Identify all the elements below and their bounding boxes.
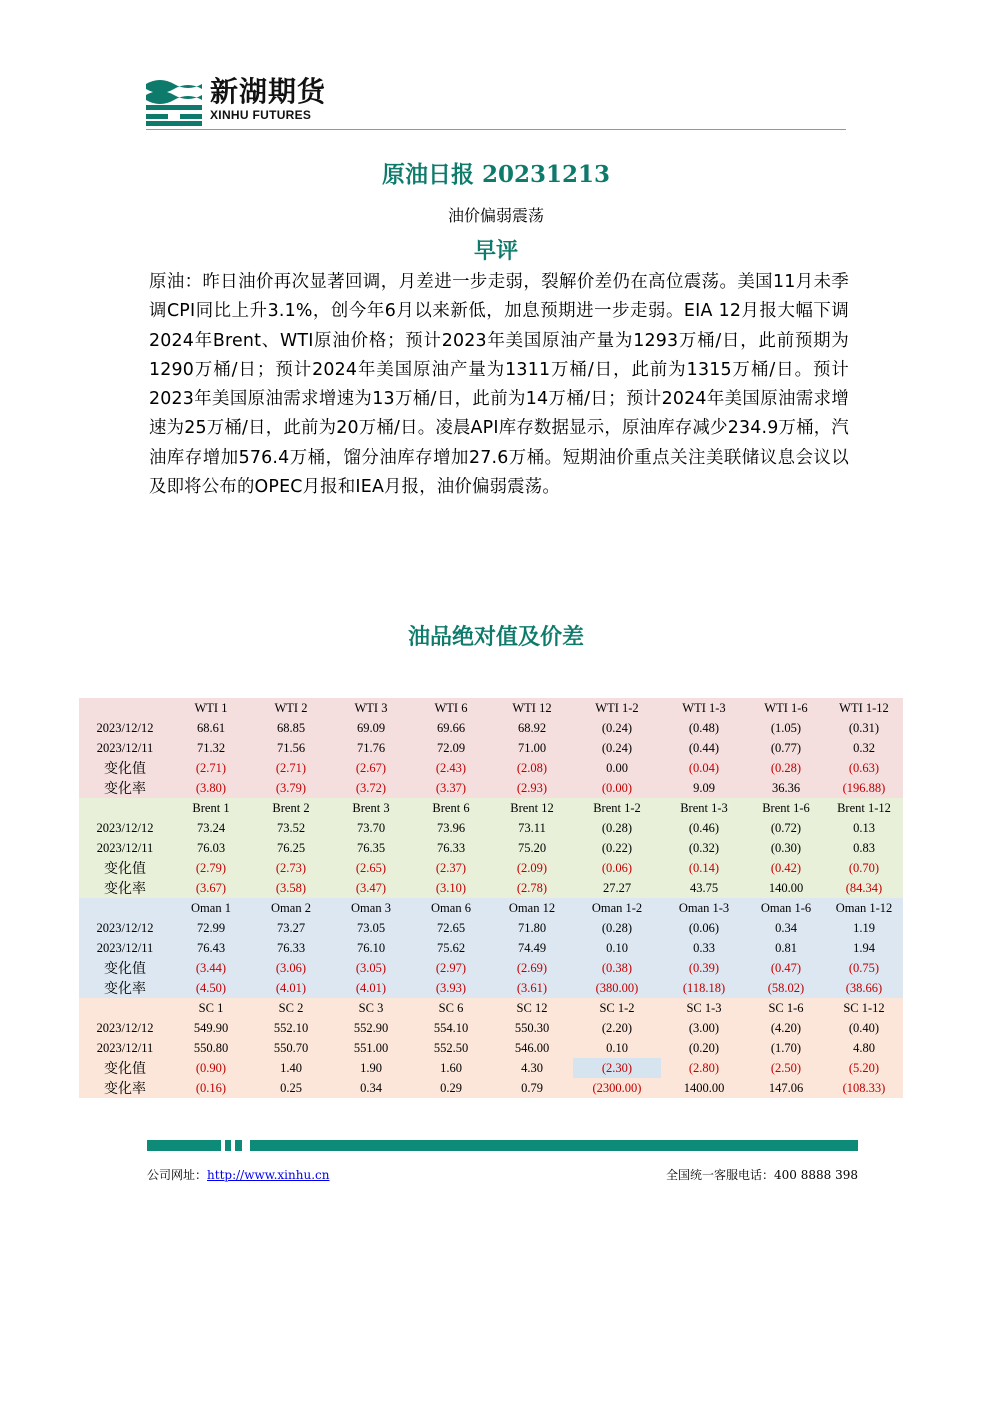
table-cell: (0.47): [747, 958, 825, 978]
table-row: [79, 758, 903, 778]
page-header: [146, 70, 846, 130]
row-label: 变化率: [79, 878, 171, 898]
table-cell: (0.14): [661, 858, 747, 878]
column-header: WTI 3: [331, 698, 411, 718]
table-cell: 0.13: [825, 818, 903, 838]
section-heading-table: 油品绝对值及价差: [407, 624, 584, 650]
table-cell: 147.06: [747, 1078, 825, 1098]
section-heading-morning: 早评: [473, 238, 518, 264]
table-cell: (108.33): [825, 1078, 903, 1098]
column-header: Brent 12: [491, 798, 573, 818]
row-label: 变化值: [79, 858, 171, 878]
table-row: [79, 718, 903, 738]
table-row: [79, 1078, 903, 1098]
table-cell: (2.71): [251, 758, 331, 778]
table-cell: (3.06): [251, 958, 331, 978]
table-cell: 73.24: [171, 818, 251, 838]
table-cell: (0.44): [661, 738, 747, 758]
footer-bar-mid: [225, 1140, 231, 1151]
column-header: SC 3: [331, 998, 411, 1018]
table-cell: 75.62: [411, 938, 491, 958]
table-cell: (2.09): [491, 858, 573, 878]
table-cell: 27.27: [573, 878, 661, 898]
column-header: Oman 1-6: [747, 898, 825, 918]
column-header: Oman 3: [331, 898, 411, 918]
table-cell: (3.37): [411, 778, 491, 798]
row-label: 2023/12/11: [79, 738, 171, 758]
table-cell: 0.00: [573, 758, 661, 778]
table-cell: (0.72): [747, 818, 825, 838]
table-cell: 72.99: [171, 918, 251, 938]
row-label: 2023/12/12: [79, 1018, 171, 1038]
column-header: SC 1: [171, 998, 251, 1018]
table-cell: 72.09: [411, 738, 491, 758]
table-row: [79, 938, 903, 958]
table-cell: 36.36: [747, 778, 825, 798]
table-cell: 0.29: [411, 1078, 491, 1098]
row-label: 变化值: [79, 958, 171, 978]
column-header: Brent 1-12: [825, 798, 903, 818]
table-cell: 0.81: [747, 938, 825, 958]
table-row: [79, 838, 903, 858]
table-cell: 550.80: [171, 1038, 251, 1058]
table-cell: 43.75: [661, 878, 747, 898]
table-cell: 76.33: [251, 938, 331, 958]
column-header: Oman 6: [411, 898, 491, 918]
table-cell: (0.70): [825, 858, 903, 878]
table-cell: (0.40): [825, 1018, 903, 1038]
column-header: SC 1-3: [661, 998, 747, 1018]
column-header: [79, 698, 171, 718]
table-cell: (3.67): [171, 878, 251, 898]
column-header: WTI 1-12: [825, 698, 903, 718]
table-cell: (2.93): [491, 778, 573, 798]
table-cell: 0.10: [573, 938, 661, 958]
table-cell: 550.70: [251, 1038, 331, 1058]
table-cell: (0.16): [171, 1078, 251, 1098]
table-cell: 68.85: [251, 718, 331, 738]
table-cell: (2.71): [171, 758, 251, 778]
table-cell: 73.05: [331, 918, 411, 938]
table-cell: (2.69): [491, 958, 573, 978]
table-cell: (0.22): [573, 838, 661, 858]
table-cell: (0.24): [573, 718, 661, 738]
row-label: 2023/12/12: [79, 818, 171, 838]
row-label: 2023/12/11: [79, 1038, 171, 1058]
row-label: 变化率: [79, 1078, 171, 1098]
column-header: Oman 1-3: [661, 898, 747, 918]
table-cell: (2.43): [411, 758, 491, 778]
table-cell: (84.34): [825, 878, 903, 898]
column-header: WTI 6: [411, 698, 491, 718]
table-cell: (2.20): [573, 1018, 661, 1038]
column-header: Brent 1: [171, 798, 251, 818]
table-cell: (3.61): [491, 978, 573, 998]
table-row: [79, 1058, 903, 1078]
table-cell: (118.18): [661, 978, 747, 998]
table-cell: (3.00): [661, 1018, 747, 1038]
table-cell: (4.01): [331, 978, 411, 998]
column-header: SC 1-12: [825, 998, 903, 1018]
table-cell: 554.10: [411, 1018, 491, 1038]
column-header: Oman 12: [491, 898, 573, 918]
table-cell: (0.31): [825, 718, 903, 738]
table-row: [79, 978, 903, 998]
table-cell: 1400.00: [661, 1078, 747, 1098]
table-cell: (1.70): [747, 1038, 825, 1058]
table-cell: (0.46): [661, 818, 747, 838]
table-cell: (0.06): [573, 858, 661, 878]
table-cell: 552.50: [411, 1038, 491, 1058]
table-row: [79, 738, 903, 758]
website-label: 公司网址：: [147, 1168, 208, 1182]
table-cell: (4.50): [171, 978, 251, 998]
footer-website: [147, 1166, 329, 1183]
table-cell: 69.09: [331, 718, 411, 738]
column-header: WTI 1-2: [573, 698, 661, 718]
table-cell: (0.30): [747, 838, 825, 858]
column-header: [79, 898, 171, 918]
table-cell: 76.33: [411, 838, 491, 858]
header-divider: [146, 129, 846, 130]
table-cell: 552.90: [331, 1018, 411, 1038]
table-cell: (0.04): [661, 758, 747, 778]
table-cell: 76.10: [331, 938, 411, 958]
table-cell: 73.11: [491, 818, 573, 838]
column-header: WTI 12: [491, 698, 573, 718]
table-cell: (2.73): [251, 858, 331, 878]
column-header: Brent 3: [331, 798, 411, 818]
table-cell: (380.00): [573, 978, 661, 998]
table-cell: 75.20: [491, 838, 573, 858]
table-cell: (58.02): [747, 978, 825, 998]
column-header: WTI 1: [171, 698, 251, 718]
table-cell: 76.03: [171, 838, 251, 858]
table-cell: (3.44): [171, 958, 251, 978]
table-cell: (3.72): [331, 778, 411, 798]
table-cell: (2.97): [411, 958, 491, 978]
table-cell: (2.65): [331, 858, 411, 878]
table-cell: 68.61: [171, 718, 251, 738]
table-cell: (5.20): [825, 1058, 903, 1078]
table-cell: 71.76: [331, 738, 411, 758]
table-row: [79, 878, 903, 898]
column-header: [79, 998, 171, 1018]
footer-bar-right: [250, 1140, 858, 1151]
column-header: Brent 6: [411, 798, 491, 818]
table-header-row-wti: [79, 698, 903, 718]
table-cell: (0.39): [661, 958, 747, 978]
table-row: [79, 1038, 903, 1058]
table-cell: 74.49: [491, 938, 573, 958]
table-cell: 552.10: [251, 1018, 331, 1038]
table-header-row-brent: [79, 798, 903, 818]
table-cell: (3.79): [251, 778, 331, 798]
table-cell: 69.66: [411, 718, 491, 738]
column-header: SC 12: [491, 998, 573, 1018]
column-header: SC 6: [411, 998, 491, 1018]
table-cell: (3.05): [331, 958, 411, 978]
table-cell: 73.52: [251, 818, 331, 838]
brand-name-cn: 新湖期货: [210, 75, 327, 108]
table-cell: (0.28): [747, 758, 825, 778]
table-cell: (3.93): [411, 978, 491, 998]
xinhu-logo-icon: [146, 74, 202, 126]
table-cell: 76.43: [171, 938, 251, 958]
column-header: Brent 1-6: [747, 798, 825, 818]
table-cell: 1.94: [825, 938, 903, 958]
table-header-row-sc: [79, 998, 903, 1018]
table-cell: (196.88): [825, 778, 903, 798]
table-cell: 546.00: [491, 1038, 573, 1058]
row-label: 2023/12/12: [79, 918, 171, 938]
table-cell: 71.56: [251, 738, 331, 758]
table-cell: 73.27: [251, 918, 331, 938]
table-cell: (0.42): [747, 858, 825, 878]
column-header: WTI 1-3: [661, 698, 747, 718]
table-row: [79, 778, 903, 798]
table-header-row-oman: [79, 898, 903, 918]
table-cell: 1.19: [825, 918, 903, 938]
column-header: Brent 1-3: [661, 798, 747, 818]
table-cell: (0.90): [171, 1058, 251, 1078]
table-cell: 0.33: [661, 938, 747, 958]
row-label: 变化值: [79, 758, 171, 778]
table-row: [79, 918, 903, 938]
morning-comment-body: 原油：昨日油价再次显著回调，月差进一步走弱，裂解价差仍在高位震荡。美国11月未季调CPI同比上升3.1%，创今年6月以来新低，加息预期进一步走弱。EIA 12月报大幅下调2024年Brent、WTI原油价格；预计2023年美国原油产量为1293万桶/日，此前预期为1290万桶/日；预计2024年美国原油产量为1311万桶/日，此前为1315万桶/日。预计2023年美国原油需求增速为13万桶/日，此前为14万桶/日；预计2024年美国原油需求增速为25万桶/日，此前为20万桶/日。凌晨API库存数据显示，原油库存减少234.9万桶，汽油库存增加576.4万桶，馏分油库存增加27.6万桶。短期油价重点关注美联储议息会议以及即将公布的OPEC月报和IEA月报，油价偏弱震荡。: [149, 272, 849, 498]
row-label: 变化率: [79, 978, 171, 998]
table-cell: 73.70: [331, 818, 411, 838]
table-cell: (0.75): [825, 958, 903, 978]
table-cell: 76.25: [251, 838, 331, 858]
table-cell: (2.80): [661, 1058, 747, 1078]
table-cell: 0.10: [573, 1038, 661, 1058]
table-cell: (0.28): [573, 818, 661, 838]
report-subtitle: 油价偏弱震荡: [447, 206, 544, 225]
table-cell: (2300.00): [573, 1078, 661, 1098]
table-cell: (3.47): [331, 878, 411, 898]
table-cell: 76.35: [331, 838, 411, 858]
table-row: [79, 858, 903, 878]
table-cell: (0.06): [661, 918, 747, 938]
column-header: Oman 1-2: [573, 898, 661, 918]
row-label: 变化率: [79, 778, 171, 798]
report-title: 原油日报 20231213: [381, 161, 611, 188]
table-cell: (2.78): [491, 878, 573, 898]
table-cell: 4.30: [491, 1058, 573, 1078]
row-label: 变化值: [79, 1058, 171, 1078]
column-header: WTI 2: [251, 698, 331, 718]
table-cell: (2.30): [573, 1058, 661, 1078]
table-cell: 1.90: [331, 1058, 411, 1078]
table-cell: (1.05): [747, 718, 825, 738]
table-cell: (0.48): [661, 718, 747, 738]
table-cell: 551.00: [331, 1038, 411, 1058]
column-header: Oman 2: [251, 898, 331, 918]
table-cell: (3.58): [251, 878, 331, 898]
footer-hotline: 全国统一客服电话：400 8888 398: [666, 1168, 858, 1182]
table-cell: (0.63): [825, 758, 903, 778]
table-cell: (0.32): [661, 838, 747, 858]
table-cell: (3.80): [171, 778, 251, 798]
table-cell: (0.20): [661, 1038, 747, 1058]
table-cell: (2.79): [171, 858, 251, 878]
table-cell: (2.08): [491, 758, 573, 778]
table-cell: 0.34: [331, 1078, 411, 1098]
column-header: SC 1-2: [573, 998, 661, 1018]
table-row: [79, 958, 903, 978]
column-header: SC 2: [251, 998, 331, 1018]
table-cell: (0.28): [573, 918, 661, 938]
footer-bar-mid2: [235, 1140, 242, 1151]
price-spread-table: [79, 698, 903, 1098]
table-cell: (2.37): [411, 858, 491, 878]
table-cell: 1.60: [411, 1058, 491, 1078]
brand-name-en: XINHU FUTURES: [210, 108, 312, 122]
row-label: 2023/12/12: [79, 718, 171, 738]
table-cell: (38.66): [825, 978, 903, 998]
table-cell: (2.67): [331, 758, 411, 778]
table-cell: 550.30: [491, 1018, 573, 1038]
footer-bar-left: [147, 1140, 221, 1151]
table-cell: 0.32: [825, 738, 903, 758]
column-header: Oman 1-12: [825, 898, 903, 918]
column-header: WTI 1-6: [747, 698, 825, 718]
table-cell: (3.10): [411, 878, 491, 898]
website-link[interactable]: http://www.xinhu.cn: [207, 1168, 330, 1182]
column-header: Brent 2: [251, 798, 331, 818]
column-header: SC 1-6: [747, 998, 825, 1018]
table-cell: (4.20): [747, 1018, 825, 1038]
column-header: Brent 1-2: [573, 798, 661, 818]
table-cell: 68.92: [491, 718, 573, 738]
table-cell: 0.25: [251, 1078, 331, 1098]
table-cell: (0.77): [747, 738, 825, 758]
table-cell: (4.01): [251, 978, 331, 998]
column-header: Oman 1: [171, 898, 251, 918]
column-header: [79, 798, 171, 818]
table-cell: 0.83: [825, 838, 903, 858]
table-cell: 71.80: [491, 918, 573, 938]
table-row: [79, 818, 903, 838]
table-cell: 549.90: [171, 1018, 251, 1038]
table-cell: (0.00): [573, 778, 661, 798]
table-cell: 0.79: [491, 1078, 573, 1098]
table-cell: (0.24): [573, 738, 661, 758]
table-cell: 72.65: [411, 918, 491, 938]
table-cell: 73.96: [411, 818, 491, 838]
table-cell: 71.32: [171, 738, 251, 758]
row-label: 2023/12/11: [79, 838, 171, 858]
table-cell: 1.40: [251, 1058, 331, 1078]
table-cell: (0.38): [573, 958, 661, 978]
row-label: 2023/12/11: [79, 938, 171, 958]
table-cell: 4.80: [825, 1038, 903, 1058]
table-cell: 140.00: [747, 878, 825, 898]
table-cell: 9.09: [661, 778, 747, 798]
table-cell: 71.00: [491, 738, 573, 758]
table-row: [79, 1018, 903, 1038]
table-cell: (2.50): [747, 1058, 825, 1078]
table-cell: 0.34: [747, 918, 825, 938]
